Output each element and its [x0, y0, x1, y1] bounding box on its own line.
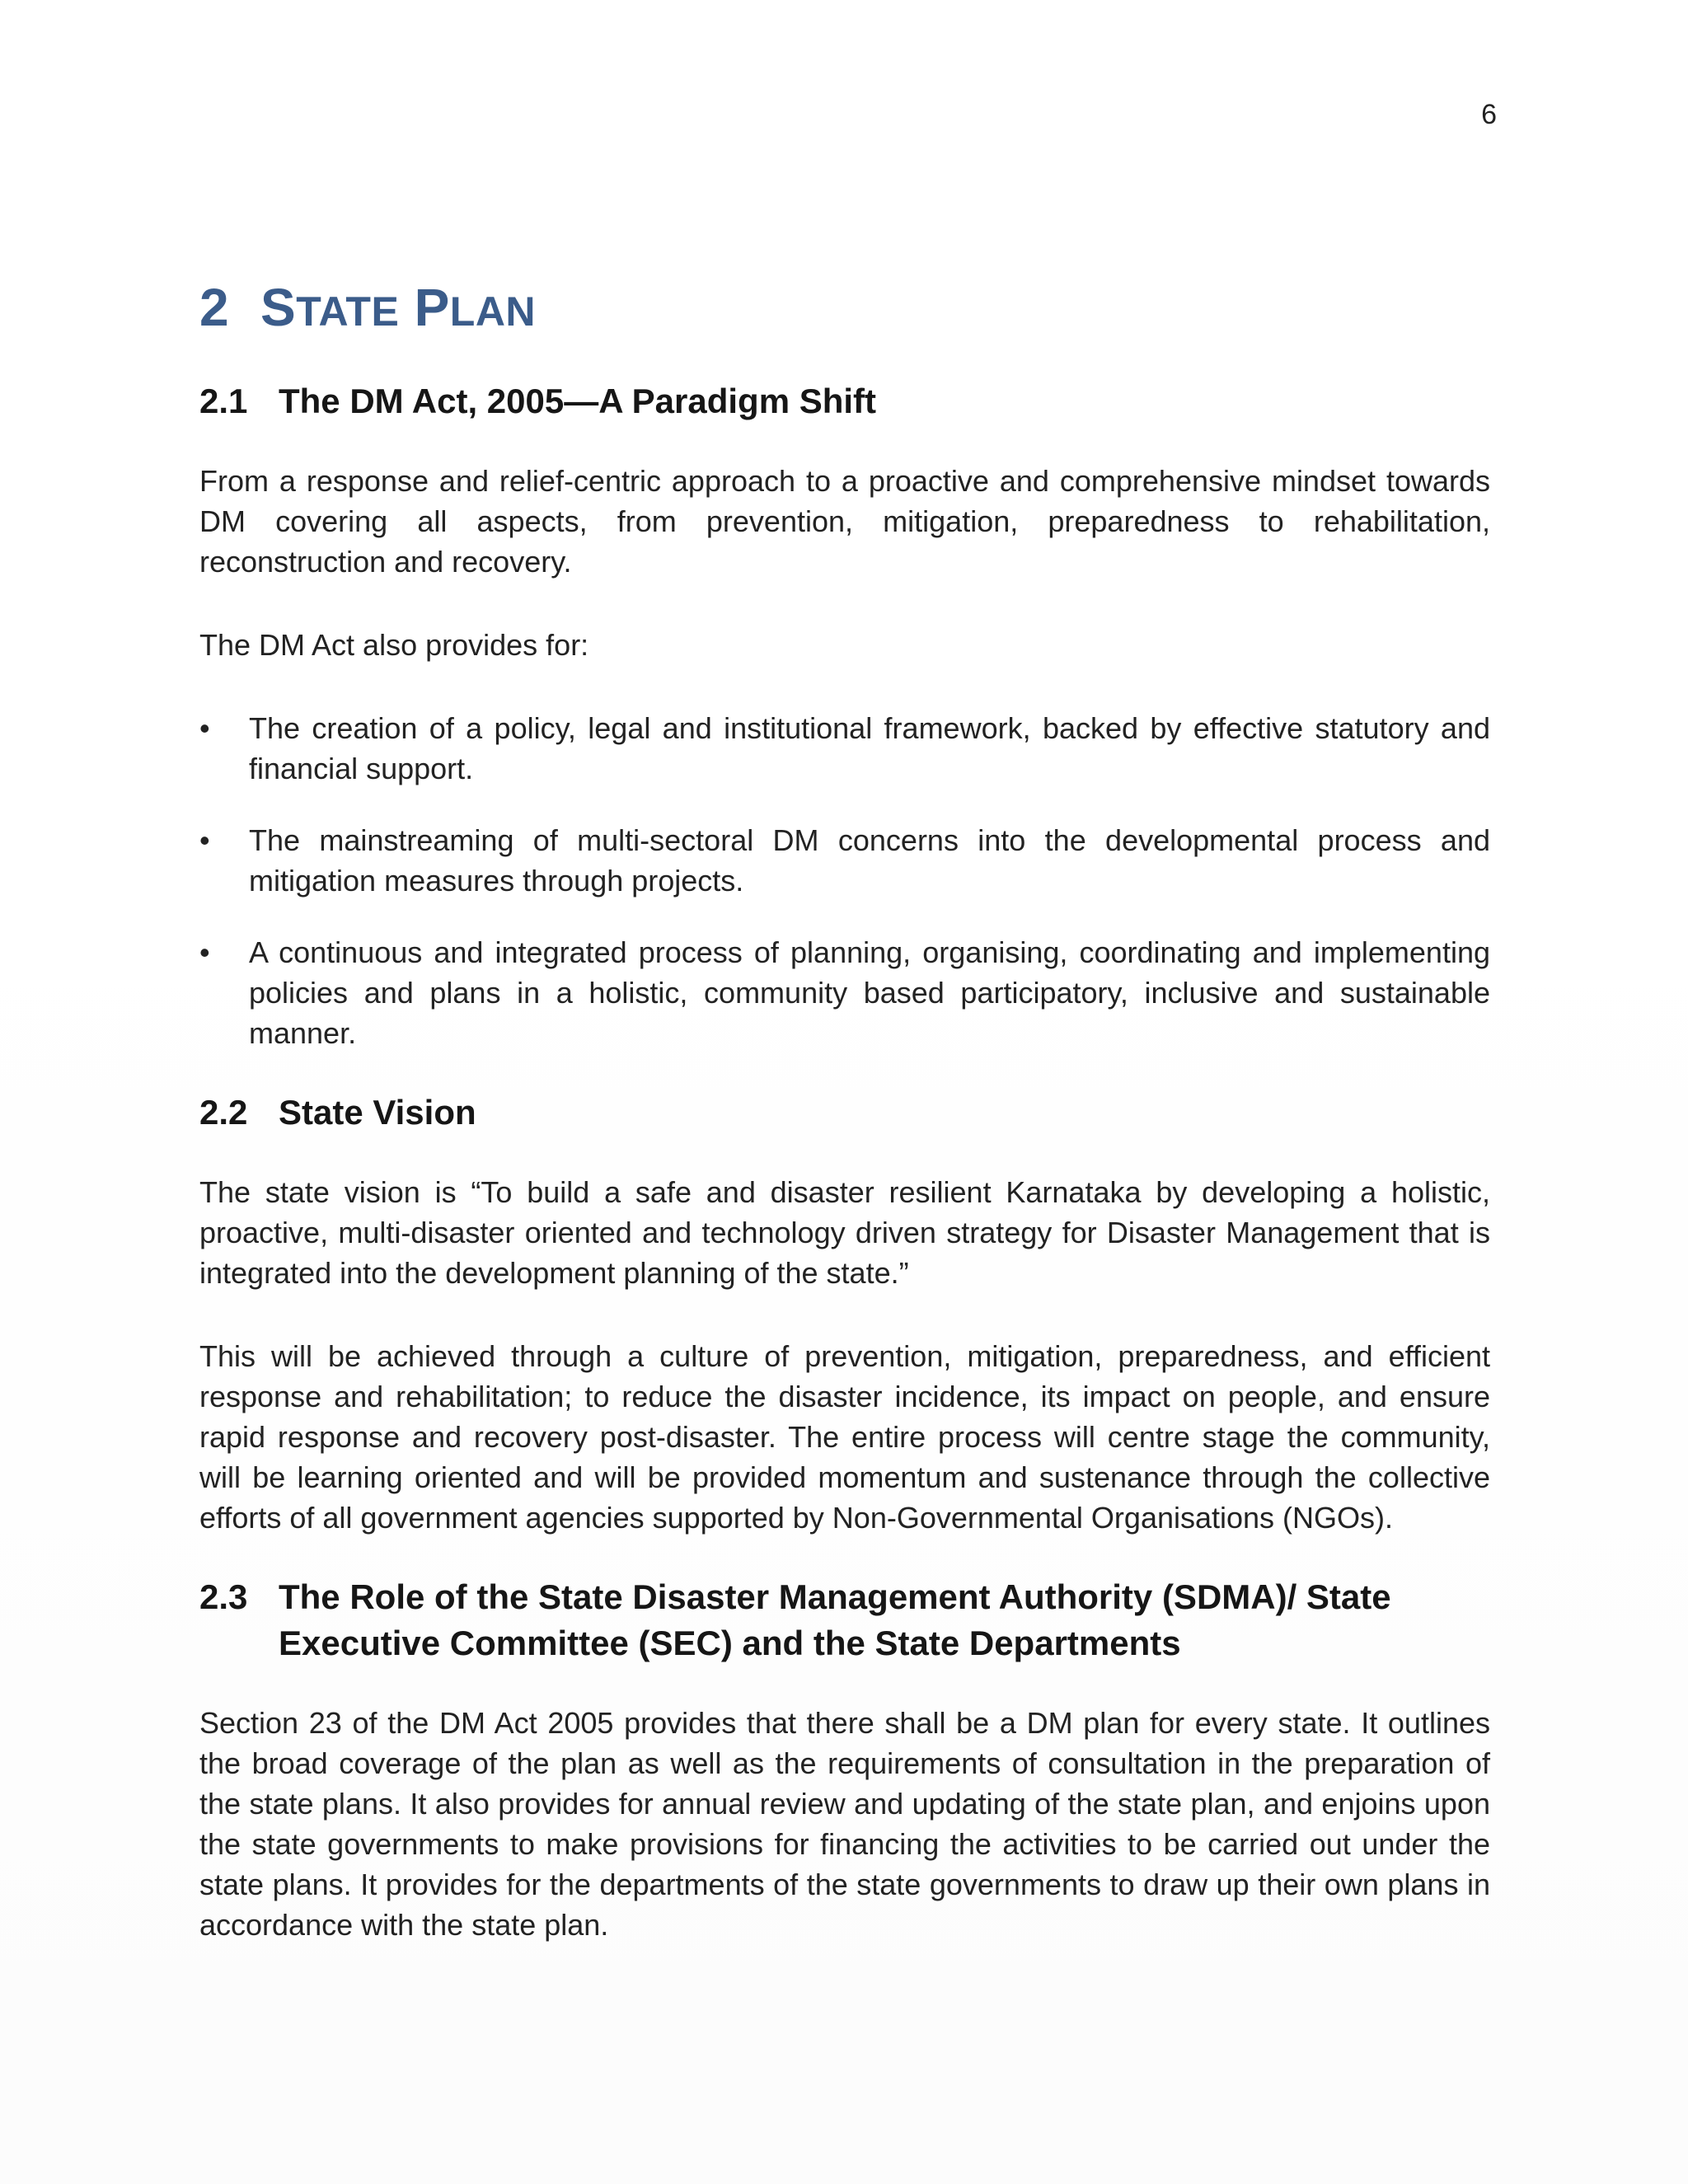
chapter-title-rest-2: LAN	[449, 288, 537, 335]
paragraph: This will be achieved through a culture of prevention, mitigation, preparedness, and efficient response and rehabilitation; to reduce the disaster incidence, its impact on people, and ensure rapid response and recovery post-disaster. The entire process will centre stage the community, will be learning oriented and will be provided momentum and sustenance through the collective efforts of all government agencies supported by Non-Governmental Organisations (NGOs).	[199, 1339, 1490, 1535]
list-item-text: The creation of a policy, legal and institutional framework, backed by effective statutory and financial support.	[249, 711, 1490, 785]
section-heading-2-2	[199, 1090, 1490, 1136]
chapter-number: 2	[199, 278, 230, 337]
chapter-heading	[199, 272, 1490, 347]
section-title: The Role of the State Disaster Management Authority (SDMA)/ State Executive Committee (SEC) and the State Departments	[279, 1577, 1391, 1662]
section-title: State Vision	[279, 1093, 476, 1132]
paragraph: From a response and relief-centric approach to a proactive and comprehensive mindset towards DM covering all aspects, from prevention, mitigation, preparedness to rehabilitation, reconstruction and recovery.	[199, 464, 1490, 579]
section-number: 2.3	[199, 1577, 248, 1616]
chapter-title	[260, 272, 536, 347]
paragraph: Section 23 of the DM Act 2005 provides that there shall be a DM plan for every state. It outlines the broad coverage of the plan as well as the requirements of consultation in the preparation of the state plans. It also provides for annual review and updating of the state plan, and enjoins upon the state governments to make provisions for financing the activities to be carried out under the state plans. It provides for the departments of the state governments to draw up their own plans in accordance with the state plan.	[199, 1706, 1490, 1942]
section-heading-2-1	[199, 378, 1490, 424]
bullet-icon: •	[199, 935, 210, 969]
section-number: 2.1	[199, 382, 248, 420]
paragraph: The state vision is “To build a safe and disaster resilient Karnataka by developing a holistic, proactive, multi-disaster oriented and technology driven strategy for Disaster Management that is integrated into the development planning of the state.”	[199, 1175, 1490, 1290]
paragraph: The DM Act also provides for:	[199, 628, 589, 662]
section-title: The DM Act, 2005—A Paradigm Shift	[279, 382, 877, 420]
section-heading-2-3	[199, 1574, 1490, 1666]
page-number: 6	[1481, 99, 1497, 130]
bullet-icon: •	[199, 823, 210, 857]
list-item-text: A continuous and integrated process of planning, organising, coordinating and implementing policies and plans in a holistic, community based participatory, inclusive and sustainable manner.	[249, 935, 1490, 1050]
section-number: 2.2	[199, 1093, 248, 1132]
chapter-title-initial-2: P	[414, 278, 450, 337]
list-item	[199, 820, 1490, 901]
bullet-icon: •	[199, 711, 210, 745]
list-item	[199, 708, 1490, 789]
page-content	[199, 272, 1490, 1945]
list-item-text: The mainstreaming of multi-sectoral DM concerns into the developmental process and mitigation measures through projects.	[249, 823, 1490, 898]
bullet-list	[199, 708, 1490, 1053]
chapter-title-initial-1: S	[260, 278, 297, 337]
chapter-title-rest-1: TATE	[296, 288, 400, 335]
list-item	[199, 932, 1490, 1053]
